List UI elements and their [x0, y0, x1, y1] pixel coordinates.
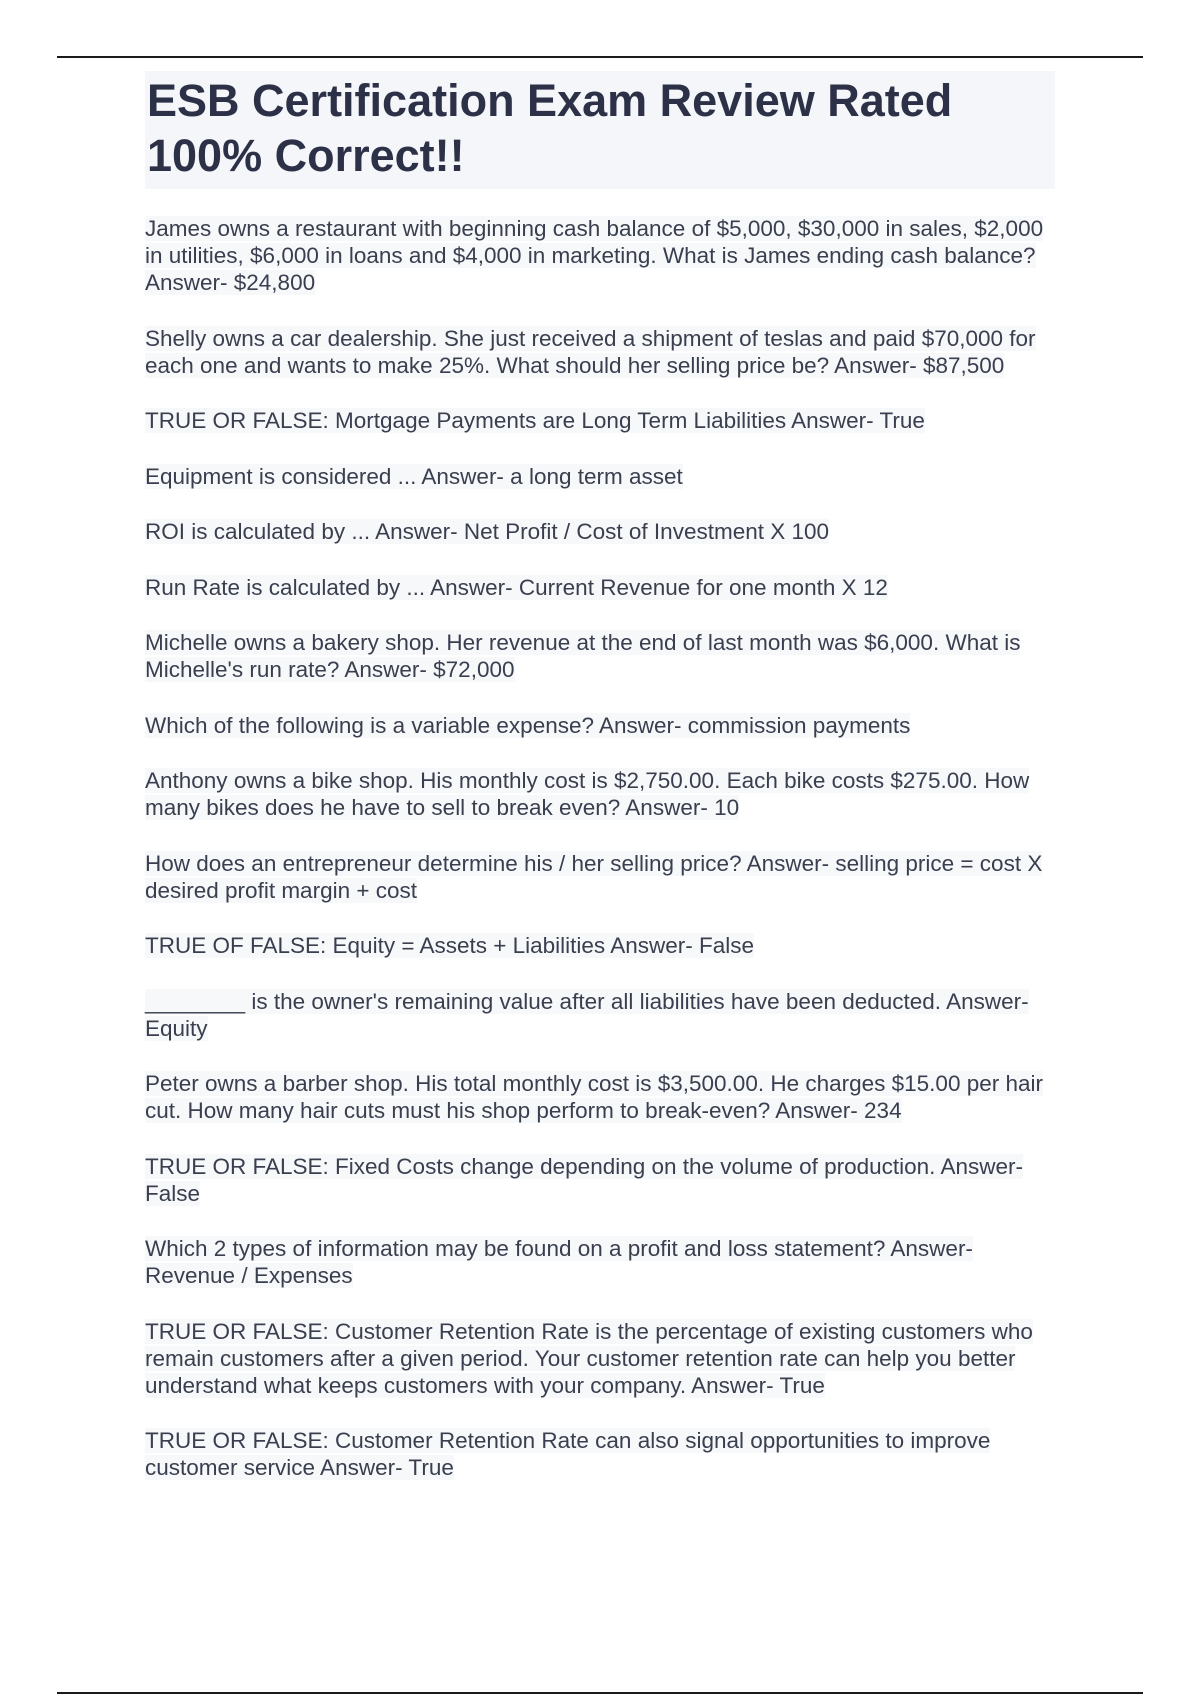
qa-text: TRUE OF FALSE: Equity = Assets + Liabilities Answer- False [145, 933, 754, 958]
qa-text: TRUE OR FALSE: Mortgage Payments are Long Term Liabilities Answer- True [145, 408, 925, 433]
qa-item [145, 629, 1055, 683]
qa-text: How does an entrepreneur determine his / her selling price? Answer- selling price = cost X desired profit margin + cost [145, 850, 1043, 903]
qa-text: Which of the following is a variable expense? Answer- commission payments [145, 712, 911, 738]
qa-text: Shelly owns a car dealership. She just received a shipment of teslas and paid $70,000 for each one and wants to make 25%. What should her selling price be? Answer- $87,500 [145, 325, 1036, 378]
qa-list [145, 215, 1055, 1481]
bottom-rule [57, 1692, 1143, 1694]
qa-item [145, 574, 1055, 601]
qa-item [145, 463, 1055, 490]
qa-item [145, 1235, 1055, 1289]
document-body [145, 71, 1055, 1510]
qa-text: Which 2 types of information may be found on a profit and loss statement? Answer- Revenue / Expenses [145, 1236, 973, 1288]
qa-text: Peter owns a barber shop. His total monthly cost is $3,500.00. He charges $15.00 per hair cut. How many hair cuts must his shop perform to break-even? Answer- 234 [145, 1071, 1044, 1123]
qa-item [145, 1070, 1055, 1124]
qa-item [145, 712, 1055, 739]
qa-item [145, 767, 1055, 821]
qa-text: ________ is the owner's remaining value after all liabilities have been deducted. Answer- Equity [145, 988, 1029, 1041]
qa-text: Anthony owns a bike shop. His monthly cost is $2,750.00. Each bike costs $275.00. How many bikes does he have to sell to break even? Answer- 10 [145, 768, 1030, 820]
qa-text: Michelle owns a bakery shop. Her revenue at the end of last month was $6,000. What is Michelle's run rate? Answer- $72,000 [145, 630, 1021, 682]
qa-text: Run Rate is calculated by ... Answer- Current Revenue for one month X 12 [145, 574, 888, 600]
qa-text: TRUE OR FALSE: Customer Retention Rate is the percentage of existing customers who remain customers after a given period. Your customer retention rate can help you better understand what keeps customers with your company. Answer- True [145, 1318, 1033, 1398]
qa-item [145, 407, 1055, 434]
qa-text: Equipment is considered ... Answer- a long term asset [145, 463, 683, 489]
top-rule [57, 56, 1143, 58]
qa-text: TRUE OR FALSE: Customer Retention Rate can also signal opportunities to improve customer service Answer- True [145, 1428, 991, 1480]
qa-item [145, 1427, 1055, 1481]
qa-item [145, 850, 1055, 904]
page-title: ESB Certification Exam Review Rated 100% Correct!! [147, 75, 953, 181]
title-block [145, 71, 1055, 189]
qa-item [145, 1153, 1055, 1207]
qa-item [145, 215, 1055, 296]
qa-text: James owns a restaurant with beginning cash balance of $5,000, $30,000 in sales, $2,000 in utilities, $6,000 in loans and $4,000 in marketing. What is James ending cash balance? Answer- $24,800 [145, 216, 1044, 295]
qa-text: TRUE OR FALSE: Fixed Costs change depending on the volume of production. Answer- False [145, 1153, 1023, 1206]
qa-text: ROI is calculated by ... Answer- Net Profit / Cost of Investment X 100 [145, 519, 830, 544]
qa-item [145, 1318, 1055, 1399]
qa-item [145, 988, 1055, 1042]
qa-item [145, 325, 1055, 379]
qa-item [145, 518, 1055, 545]
qa-item [145, 932, 1055, 959]
